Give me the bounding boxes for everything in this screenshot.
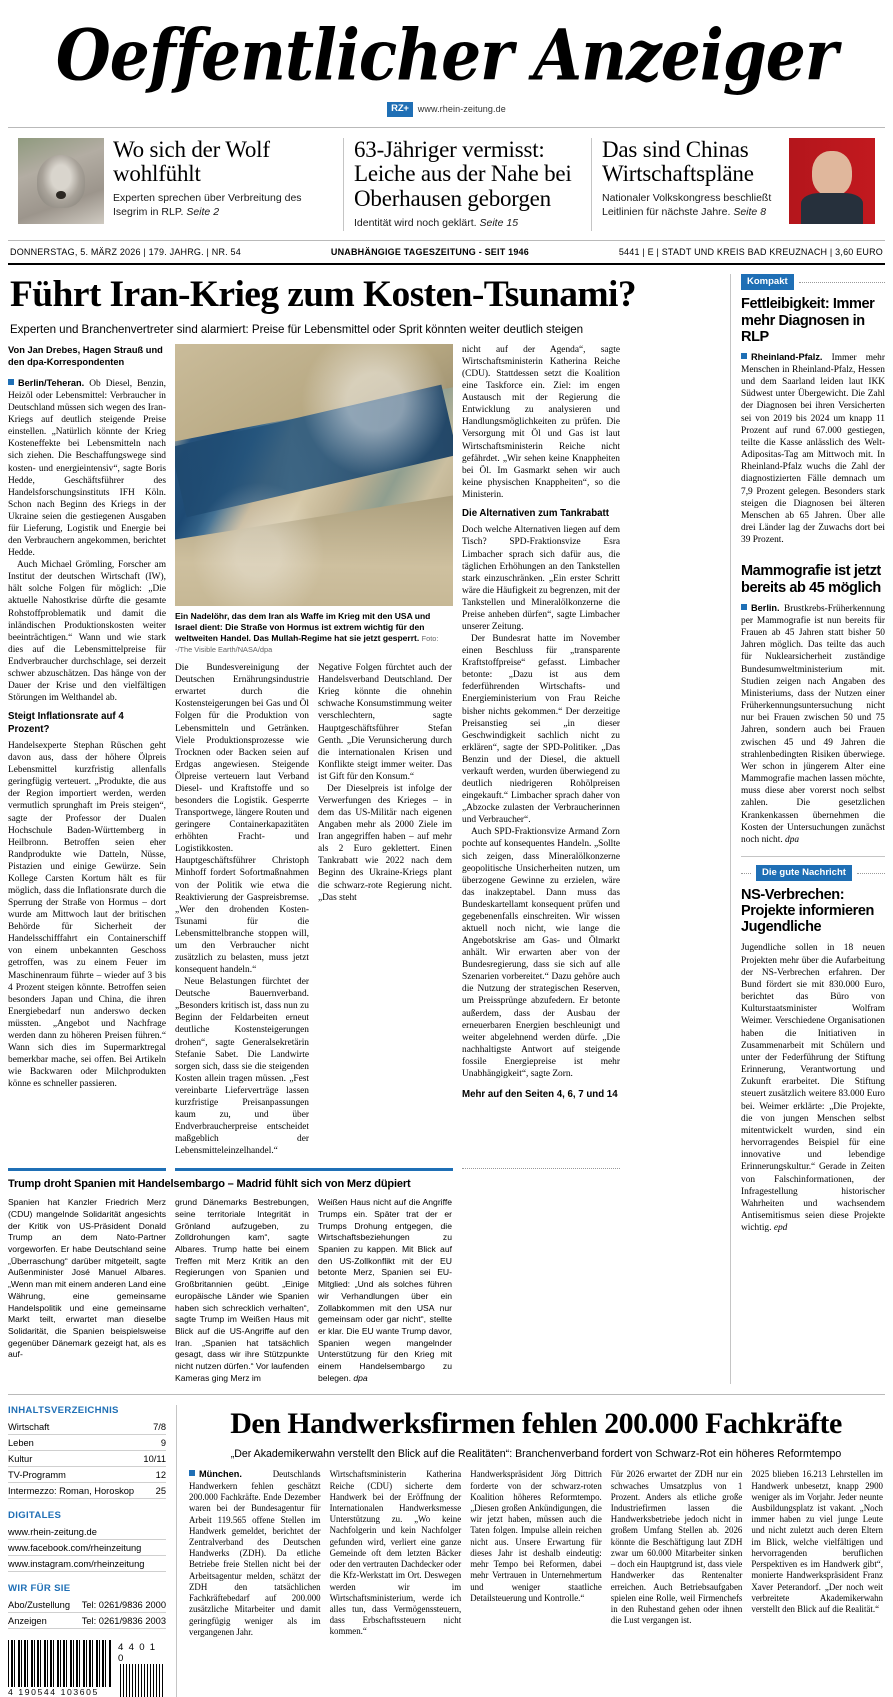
- lead-paragraph: Doch welche Alternativen liegen auf dem Tisch? SPD-Fraktionsvize Esra Limbacher sprach sich dafür aus, die täglichen Erhöhungen an den Tankstellen stark einzuschränken. „Ein erster Schritt wäre die Häufigkeit zu begrenzen, mit der Tankstellen und Mineralölkonzerne die Preise anheben dürfen“, sagte Limbacher unserer Zeitung.: [462, 525, 621, 633]
- digital-links: [8, 1510, 166, 1572]
- bottom-paragraph: Wirtschaftsministerin Katherina Reiche (CDU) sicherte dem Handwerk bei der Eröffnung der Internationalen Handwerksmesse Unterstützung zu. „Wo keine Nachfolgerin und kein Nachfolger gefunden wird, verliert eine ganze Gemeinde oft dem letzten Bäcker oder den vertrauten Dachdecker oder die Kfz-Werkstatt im Ort. Deswegen werden wir im Wirtschaftsministerium, werde ich alles tun, dass Vermögenssteuern, dass Erbschaftssteuern nicht kommen.“: [329, 1469, 462, 1637]
- website-url[interactable]: www.rhein-zeitung.de: [417, 104, 506, 115]
- bottom-columns: [189, 1469, 883, 1638]
- toc-label: Leben: [8, 1437, 34, 1448]
- teaser-china[interactable]: [591, 138, 885, 231]
- lead-column-2a: [175, 662, 309, 1157]
- main-content-area: [8, 265, 885, 1384]
- sidebar-text: Brustkrebs-Früherkennung per Mammografie ist nun bereits für Frauen ab 45 Jahren statt bisher 50 Jahren möglich. Das teilte das auch für Nuklearsicherheit zuständige Bundesumweltministerium mit. Studien zeigen nach Angaben des Ministeriums, dass der Nutzen einer Früherkennungsuntersuchung nicht nur bei Frauen zwischen 50 und 75 Jahren, sondern auch bei Frauen zwischen 45 und 49 Jahren die strahlenbedingten Risiken überwiege. Wer schon in jüngerem Alter eine Mammografie machen lassen möchte, muss diese aber vorerst noch selbst zahlen. Die gesetzlichen Krankenkassen übernehmen die Kosten der Untersuchungen zunächst noch nicht.: [741, 603, 885, 845]
- secondary-headline: Trump droht Spanien mit Handelsembargo – Madrid fühlt sich von Merz düpiert: [8, 1178, 411, 1191]
- secondary-column-2a: [175, 1197, 309, 1384]
- dateline-left: DONNERSTAG, 5. MÄRZ 2026 | 179. JAHRG. | NR. 54: [10, 246, 241, 257]
- bottom-paragraph: Handwerkspräsident Jörg Dittrich forderte von der schwarz-roten Koalition höheres Reformtempo. „Diesen großen Ankündigungen, die wir jetzt haben, müssen auch die Taten folgen. Impulse allein reichen nicht aus. Unsere Erwartung für dieses Jahr ist deshalb eindeutig: mehr Tempo bei Reformen, dabei mehr Vertrauen in Unternehmertum und weniger staatliche Detailsteuerung und Kontrolle.“: [470, 1469, 602, 1603]
- toc-row[interactable]: [8, 1419, 166, 1435]
- bullet-square-icon: [8, 379, 14, 385]
- kompakt-badge: Kompakt: [741, 274, 794, 290]
- badge-dotted-line-left: [741, 873, 751, 874]
- toc-label: Intermezzo: Roman, Horoskop: [8, 1485, 135, 1496]
- secondary-credit: dpa: [353, 1372, 368, 1383]
- lead-subkicker-inflation: Steigt Inflationsrate auf 4 Prozent?: [8, 711, 124, 735]
- teaser-wolf[interactable]: [8, 138, 343, 231]
- bottom-text: Deutschlands Handwerkern fehlen geschätzt 200.000 Fachkräfte. Ende Dezember waren bei der Bundesagentur für Arbeit 119.565 offene Stellen im Handwerk gemeldet, berichtet der Zentralverband des Deutschen Handwerks (ZDH). Da etliche Betriebe freie Stellen nicht bei der Arbeitsagentur melden, schätzt der ZDH den tatsächlichen Fachkräftebedarf auf 200.000 zusätzliche Mitarbeiter und damit geringfügig weniger als im vergangenen Jahr.: [189, 1469, 321, 1637]
- lead-paragraph: Die Bundesvereinigung der Deutschen Ernährungsindustrie erwartet durch die Kostensteigerungen bei Gas und Öl Folgen für die Produktion von Lebensmitteln und Getränken. Viele Produktionsprozesse wie Trocknen oder Backen seien auf Erdgas angewiesen. Steigende Ölpreise verteuern laut Verband Diesel- und Kraftstoffe und so besonders die Logistik. Gesperrte Transportwege, längere Routen und geringere Containerkapazitäten erhöhten Fracht- und Logistikkosten. Hauptgeschäftsführer Christoph Minhoff fordert Sofortmaßnahmen von der Politik wie etwa die Reaktivierung der Gaspreisbremse. „Wer den drohenden Kosten-Tsunami für die Lebensmittelbranche stoppen will, um den Verbraucher nicht zusätzlich zu belasten, muss jetzt konsequent handeln.“: [175, 663, 310, 976]
- lead-locus: Berlin/Teheran.: [18, 378, 85, 389]
- lead-p1-text: Ob Diesel, Benzin, Heizöl oder Lebensmittel: Verbraucher in Deutschland müssen sich wegen des Iran-Kriegs auf deutlich steigende Preise einstellen. „Natürlich könnte der Krieg Kosteneffekte bei Lebensmitteln nach sich ziehen. Die Beschaffungswege sind kosten- und energieintensiv“, sagte Boris Hedde, Geschäftsführer des Handelsforschungsinstituts IFH Köln. Schon nach Beginn des Kriegs in der Ukraine seien die gestiegenen Ausgaben für Lieferung, Logistik und Energie bei den Verbrauchern angekommen, berichtet Hedde.: [8, 379, 166, 559]
- service-row[interactable]: [8, 1597, 166, 1613]
- sidebar-headline-obesity: Fettleibigkeit: Immer mehr Diagnosen in RLP: [741, 296, 875, 345]
- photo-caption: [175, 611, 453, 655]
- teaser-page-ref[interactable]: Seite 15: [479, 217, 519, 230]
- toc-row[interactable]: [8, 1467, 166, 1483]
- bullet-square-icon: [741, 353, 747, 359]
- toc-page: 9: [160, 1437, 166, 1448]
- sidebar-text: Jugendliche sollen in 18 neuen Projekten mehr über die Aufarbeitung der NS-Verbrechen erfahren. Der Bund fördert sie mit 830.000 Euro, berichtet das Büro von Kulturstaatsminister Wolfram Weimer. Verschiedene Organisationen haben die Initiativen in Zusammenarbeit mit Schülern und unter der Federführung der Stiftung Erinnerung, Verantwortung und Zukunft erarbeitet. Die Stiftung steuert zusätzlich weitere 83.000 Euro bei. Weimer erklärte: „Die Projekte, die von jungen Menschen selbst mitentwickelt wurden, sind ein hervorragendes Beispiel für eine innovative und lebendige Erinnerungskultur.“ Gerade in Zeiten von Falschinformationen, der Infragestellung historischer Wahrheiten und wachsendem Antisemitismus seien diese Projekte wichtig.: [741, 943, 885, 1234]
- sidebar-paragraph: [741, 352, 885, 547]
- secondary-paragraph: [318, 1197, 452, 1384]
- lead-subkicker-alternatives: Die Alternativen zum Tankrabatt: [462, 507, 609, 519]
- index-panel: [8, 1405, 176, 1697]
- photo-caption-text: Ein Nadelöhr, das dem Iran als Waffe im Krieg mit den USA und Israel dient: Die Straße von Hormus ist extrem wichtig für den weltweiten Handel. Das Mullah-Regime hat sie jetzt gesperrt.: [175, 610, 431, 644]
- toc-row[interactable]: [8, 1483, 166, 1499]
- service-row[interactable]: [8, 1613, 166, 1629]
- teaser-sub-text: Identität wird noch geklärt.: [354, 217, 477, 230]
- masthead: [8, 0, 885, 117]
- sidebar-headline-ns-projects: NS-Verbrechen: Projekte informieren Jugendliche: [741, 887, 875, 936]
- wolf-photo: [18, 138, 104, 224]
- teaser-sub-text: Experten sprechen über Verbreitung des Isegrim in RLP.: [113, 192, 302, 219]
- teaser-page-ref[interactable]: Seite 2: [186, 206, 220, 219]
- kompakt-sidebar: [730, 274, 885, 1384]
- digital-title: DIGITALES: [8, 1510, 62, 1522]
- xi-jinping-photo: [789, 138, 875, 224]
- bottom-locus: München.: [199, 1469, 242, 1480]
- secondary-story-dividers: [8, 1159, 720, 1171]
- dateline-slogan: UNABHÄNGIGE TAGESZEITUNG - SEIT 1946: [330, 246, 529, 257]
- lead-paragraph: Der Bundesrat hatte im November einen Beschluss für „transparente Kraftstoffpreise“ gefasst. Limbacher betonte: „Dazu ist aus dem federführenden Wirtschafts- und Energieministerium von Frau Reiche bisher nichts gekommen.“ Der derzeitige Preisanstieg sei „in dieser Geschwindigkeit sachlich nicht zu erklären“, sagte der SPD-Politiker. „Das Benzin und der Diesel, die aktuell verkauft werden, wurden überwiegend zu deutlich niedrigeren Rohölpreisen eingekauft.“ Limbacher sprach daher von „Abzocke zulasten der Verbraucherinnen und Verbraucher“.: [462, 634, 620, 826]
- lead-column-2: [175, 344, 453, 1157]
- sidebar-credit: dpa: [785, 834, 800, 845]
- sidebar-body-ns-projects: [741, 942, 885, 1234]
- bottom-area: [8, 1395, 885, 1697]
- secondary-column-3-spacer: [462, 1197, 620, 1384]
- rz-plus-badge[interactable]: RZ+: [387, 102, 413, 116]
- teaser-headline: Das sind Chinas Wirtschaftspläne: [602, 136, 754, 187]
- toc-label: Wirtschaft: [8, 1421, 50, 1432]
- teaser-sub-text: Nationaler Volkskongress beschließt Leitlinien für nächste Jahre.: [602, 192, 772, 219]
- teaser-subline: [113, 192, 333, 220]
- photo-credit: Foto: -/The Visible Earth/NASA/dpa: [175, 634, 439, 655]
- sidebar-headline-mammografie: Mammografie ist jetzt bereits ab 45 möglich: [741, 563, 881, 596]
- toc-row[interactable]: [8, 1435, 166, 1451]
- secondary-divider-blue: [175, 1168, 453, 1171]
- secondary-divider-blue: [8, 1168, 166, 1171]
- badge-dotted-line-right: [857, 873, 885, 874]
- bottom-column-4: [611, 1469, 743, 1638]
- bottom-subhead: „Der Akademikerwahn verstellt den Blick auf die Realitäten“: Branchenverband fordert von Schwarz-Rot ein höheres Reformtempo: [230, 1448, 842, 1461]
- teaser-subline: [354, 217, 581, 231]
- bottom-column-3: [470, 1469, 602, 1638]
- lead-column-2-subcolumns: [175, 662, 453, 1157]
- lead-column-1: [8, 344, 166, 1157]
- lead-story: [8, 274, 730, 1384]
- dateline-right: 5441 | E | STADT UND KREIS BAD KREUZNACH | 3,60 EURO: [618, 246, 883, 257]
- teaser-subline: [602, 192, 780, 220]
- service-label: Anzeigen: [8, 1615, 47, 1626]
- secondary-paragraph: grund Dänemarks Bestrebungen, seine territoriale Integrität in Grönland aufzugeben, zu Zolldrohungen kam“, sagte Albares. Trump hatte bei einem Treffen mit Merz Kritik an den Regierungen von Spanien und Großbritannien geübt. „Einige europäische Länder wie Spanien haben sich schrecklich verhalten“, sagte Trump im Weißen Haus mit Blick auf die US-Angriffe auf den Iran. „Spanien hat tatsächlich gesagt, dass wir ihre Stützpunkte nicht nutzen dürfen.“ Vor laufenden Kameras ging Merz im: [175, 1197, 309, 1383]
- toc-page: 25: [155, 1485, 166, 1496]
- sidebar-body-obesity: [741, 352, 885, 547]
- lead-byline: Von Jan Drebes, Hagen Strauß und den dpa-Korrespondenten: [8, 344, 163, 368]
- lead-paragraph: Negative Folgen fürchtet auch der Handelsverband Deutschland. Der Krieg könnte die ohnehin schwache Konsumstimmung weiter verschlechtern, sagte Hauptgeschäftsführer Stefan Genth. „Die Verunsicherung durch die internationalen Krisen und Konflikte steigt immer weiter. Das ist Gift für den Konsum.“: [318, 663, 452, 782]
- service-label: Abo/Zustellung: [8, 1599, 71, 1610]
- sidebar-paragraph: [741, 603, 885, 846]
- sidebar-locus: Rheinland-Pfalz.: [751, 351, 823, 362]
- barcode-main: [8, 1640, 112, 1687]
- secondary-column-1: [8, 1197, 166, 1384]
- good-news-badge: Die gute Nachricht: [756, 865, 852, 881]
- bottom-paragraph: 2025 blieben 16.213 Lehrstellen im Handwerk unbesetzt, knapp 2900 weniger als im Vorjahr. Jeder neunte Ausbildungsplatz ist vakant. „Noch immer haben zu viel junge Leute und nicht zuletzt auch deren Eltern im Blick, welche vielfältigen und hervorragenden beruflichen Perspektiven es im Handwerk gibt“, monierte Handwerkspräsident Franz Xaver Peterandorf. „Der noch weit verbreitete Akademikerwahn verstellt den Blick auf die Realität.“: [751, 1469, 883, 1614]
- bullet-square-icon: [741, 604, 747, 610]
- lead-columns: [8, 344, 720, 1157]
- table-of-contents: [8, 1405, 166, 1499]
- toc-label: Kultur: [8, 1453, 33, 1464]
- bottom-column-5: [751, 1469, 883, 1638]
- barcode-main-number: 4 190544 103605: [8, 1687, 99, 1697]
- digital-link[interactable]: www.rhein-zeitung.de: [8, 1524, 166, 1540]
- kompakt-badge-row: [741, 274, 885, 290]
- bottom-paragraph: Für 2026 erwartet der ZDH nur ein schwaches Umsatzplus von 1 Prozent. Anders als etliche große Industriefirmen lassen die Handwerksbetriebe jedoch nicht in großem Umfang Stellen ab. 2026 könnte die Beschäftigung laut ZDH zwar um 60.000 Mitarbeiter sinken – doch ein Hauptgrund ist, dass viele Handwerker das Rentenalter erreichen. Auch Betriebsaufgaben spielen eine Rolle, weil Firmenchefs in den Ruhestand gehen oder ihnen die Lust vergangen ist.: [610, 1469, 743, 1626]
- good-news-badge-row: [741, 865, 885, 881]
- toc-title: INHALTSVERZEICHNIS: [8, 1405, 119, 1417]
- toc-page: 7/8: [153, 1421, 166, 1432]
- hormuz-satellite-photo-block: [175, 344, 453, 655]
- lead-column-2b: [318, 662, 452, 1157]
- toc-page: 10/11: [143, 1453, 166, 1464]
- service-title: WIR FÜR SIE: [8, 1583, 71, 1595]
- secondary-divider-dotted: [462, 1168, 620, 1169]
- secondary-columns: [8, 1197, 720, 1384]
- bullet-square-icon: [189, 1470, 195, 1476]
- teaser-headline: 63-Jähriger vermisst: Leiche aus der Nahe bei Oberhausen geborgen: [354, 136, 572, 212]
- dateline-bar: [8, 241, 885, 263]
- bottom-column-2: [330, 1469, 462, 1638]
- service-value: Tel: 0261/9836 2003: [81, 1615, 166, 1626]
- lead-paragraph: Der Dieselpreis ist infolge der Verwerfungen des Krieges – in dem das US-Militär nach eigenen Angaben mehr als 2000 Ziele im Iran angegriffen haben – auf mehr als 2 Euro geklettert. Einen Tankrabatt wie 2022 nach dem Beginn des Ukraine-Kriegs plant die schwarz-rote Regierung nicht. „Das steht: [318, 783, 452, 903]
- secondary-column-2b: [318, 1197, 452, 1384]
- toc-row[interactable]: [8, 1451, 166, 1467]
- lead-paragraph: nicht auf der Agenda“, sagte Wirtschaftsministerin Katherina Reiche (CDU). Stattdessen setzt die Koalition eine Taskforce ein. Ziel: im engen Austausch mit der Regierung die Entwicklung zu analysieren und Handlungsmöglichkeiten zu prüfen. Die Versorgung mit Öl und Gas ist laut Wirtschaftsministerin Reiche nicht gefährdet. „Wir sehen keine Knappheiten bei Öl. Im Gasmarkt sehen wir auch keine physischen Knappheiten“, so die Ministerin.: [462, 344, 620, 500]
- lead-more-pages-ref[interactable]: Mehr auf den Seiten 4, 6, 7 und 14: [462, 1088, 618, 1100]
- digital-link[interactable]: www.facebook.com/rheinzeitung: [8, 1540, 166, 1556]
- lead-column-3: [462, 344, 620, 1157]
- lead-paragraph: Auch SPD-Fraktionsvize Armand Zorn pochte auf konsequentes Handeln. „Sollte sich zeigen, dass Mineralölkonzerne geopolitische Unsicherheiten nutzen, um überzogene Gewinne zu erzielen, wäre das inakzeptabel. Dann muss das Bundeskartellamt konsequent prüfen und gegebenenfalls einschreiten. Wir wissen aktuell noch nicht, wie lange die Angebotskrise am Gas- und Ölmarkt anhält. Wir erwarten aber von der Bundesregierung, dass sie sich auf alle Szenarien vorbereitet.“ Dazu gehöre auch die Nutzung der strategischen Reserven, um Preissprünge abzufedern. Er betonte außerdem, dass der Ausbau der erneuerbaren Energien beschleunigt und weiter abgelehnend werden dürfe. „Die nachhaltigste Antwort auf steigende fossile Energiepreise ist mehr Unabhängigkeit“, sagte Zorn.: [462, 827, 620, 1079]
- lead-paragraph: Auch Michael Grömling, Forscher am Institut der deutschen Wirtschaft (IW), hält solche Folgen für möglich: „Die aktuelle Nahostkrise dürfte die gesamte Rohstoffproblematik und damit die inländischen Produktionskosten weiter beeinträchtigen.“ Wann und wie stark dies auf die Lebensmittelpreise für Endverbraucher durchschlage, sei derzeit schwer abzuschätzen. Das hänge von der Dauer der Krise und den vielfältigen Störungen im Welthandel ab.: [8, 560, 166, 704]
- lead-paragraph: [8, 378, 166, 559]
- bottom-column-1: [189, 1469, 321, 1638]
- secondary-column-2: [175, 1197, 453, 1384]
- barcode-side-number: 4 4 0 1 0: [118, 1642, 157, 1665]
- secondary-p-text: Weißen Haus nicht auf die Angriffe Trumps ein. Später trat der er Trumps Drohung entgegen, die Wirtschaftsbeziehungen zu Spanien zu kappen. Mit Blick auf den US-Zollkonflikt mit der EU betonte Merz, Spanien sei EU-Mitglied: „Und als solches führen wir Verhandlungen über ein Zollabkommen mit den USA nur gemeinsam oder gar nicht“, stellte er klar. Die EU wante Trump davor, Spanien wegen mangelnder Unterstützung für den Krieg mit einem Handelsembargo zu belegen.: [318, 1197, 452, 1383]
- lead-paragraph: Neue Belastungen fürchtet der Deutsche Bauernverband. „Besonders kritisch ist, dass nun zu Beginn der Feldarbeiten erneut deutliche Kostensteigerungen drohen“, sagte Generalsekretärin Stefanie Sabet. Die Landwirte sorgen sich, dass sie die steigenden Kosten allein tragen müssen. „Fest vereinbarte Lieferverträge lassen kurzfristige Preisanpassungen kaum zu, und über Endverbraucherpreise entscheidet maßgeblich der Lebensmitteleinzelhandel.“: [175, 977, 309, 1157]
- teaser-page-ref[interactable]: Seite 8: [733, 206, 767, 219]
- sidebar-separator: [741, 856, 885, 857]
- hormuz-satellite-photo: [175, 344, 453, 606]
- teaser-row: [8, 128, 885, 240]
- photo-clouds: [175, 344, 453, 606]
- teaser-missing-person[interactable]: [343, 138, 591, 231]
- sidebar-credit: epd: [773, 1223, 788, 1234]
- digital-link[interactable]: www.instagram.com/rheinzeitung: [8, 1556, 166, 1572]
- lead-subhead: Experten und Branchenvertreter sind alarmiert: Preise für Lebensmittel oder Sprit könnten weiter deutlich steigen: [10, 322, 584, 336]
- badge-dotted-line: [799, 282, 885, 283]
- sidebar-body-mammografie: [741, 603, 885, 846]
- bottom-story: [176, 1405, 883, 1697]
- teaser-headline: Wo sich der Wolf wohlfühlt: [113, 136, 270, 187]
- lead-headline: Führt Iran-Krieg zum Kosten-Tsunami?: [10, 274, 636, 316]
- sidebar-text: Immer mehr Menschen in Rheinland-Pfalz, Hessen und dem Saarland leiden laut IKK Südwest unter Übergewicht. Die Zahl der Diagnosen bei ihren Versicherten sei von 2019 bis 2024 um knapp 11 Prozent auf rund 67.000 gestiegen, teilte die Kasse anlässlich des Welt-Adipositas-Tag am Mittwoch mit. In Rheinland-Pfalz wuchs die Zahl der diagnostizierten Fälle demnach um 7,9 Prozent gelegen. Besonders stark steigen die Diagnosen bei älteren Menschen ab 65 Jahren. Über alle drei Länder lag der Zuwachs dort bei 39 Prozent.: [741, 352, 885, 546]
- masthead-web-line: [8, 102, 885, 116]
- bottom-headline: Den Handwerksfirmen fehlen 200.000 Fachkräfte: [230, 1407, 842, 1441]
- sidebar-paragraph: [741, 942, 885, 1234]
- masthead-title: Oeffentlicher Anzeiger: [55, 13, 838, 97]
- bottom-paragraph: [189, 1469, 321, 1638]
- barcode-area: [8, 1640, 166, 1697]
- secondary-paragraph: Spanien hat Kanzler Friedrich Merz (CDU) mangelnde Solidarität angesichts der Kritik von US-Präsident Donald Trump an dem Nato-Partner vorgeworfen. Er habe Deutschland seine „Überraschung“ darüber mitgeteilt, sagte Außenminister José Manuel Albares. „Wenn man mit einem anderen Land eine Währung, eine gemeinsame Handelspolitik und eine gemeinsame Markt teilt, erwartet man dieselbe Solidarität, die Spanien beispielsweise gegenüber Dänemark gezeigt hat, als es auf-: [8, 1197, 166, 1360]
- service-contacts: [8, 1583, 166, 1629]
- toc-page: 12: [155, 1469, 166, 1480]
- barcode-side: [120, 1664, 164, 1697]
- sidebar-locus: Berlin.: [751, 602, 780, 613]
- service-value: Tel: 0261/9836 2000: [81, 1599, 166, 1610]
- lead-paragraph: Handelsexperte Stephan Rüschen geht davon aus, dass der höhere Ölpreis Lebensmittel kurzfristig allenfalls geringfügig verteuert. „Produkte, die aus der Region importiert werden, werden vermutlich sprunghaft im Preis steigen“, sagte der Professor der Dualen Hochschule Baden-Württemberg in Heilbronn. Betroffen seien eher Randprodukte wie Datteln, Nüsse, Pistazien und einige Gewürze. Sein Kollege Carsten Kortum hält es für möglich, dass die Inflationsrate durch die Sperrung der Straße von Hormus – dort wurde am Mittwoch laut der britischen Behörde für Sicherheit der Handelsschifffahrt ein Containerschiff von einem unbekannten Geschoss getroffen, was zu einem Feuer im Maschinenraum führte – wieder auf 3 bis 4 Prozent steigen könnte. Betroffen seien besonders Japan und China, die ihren Energiebedarf nun anderswo decken müssten. „Angebot und Nachfrage werden dann zu höheren Preisen führen.“ Wann sich dies im Supermarktregal bemerkbar mache, sei offen. Bei Artikeln wie Backwaren oder Milchprodukten könne es schneller passieren.: [8, 741, 166, 1090]
- toc-label: TV-Programm: [8, 1469, 66, 1480]
